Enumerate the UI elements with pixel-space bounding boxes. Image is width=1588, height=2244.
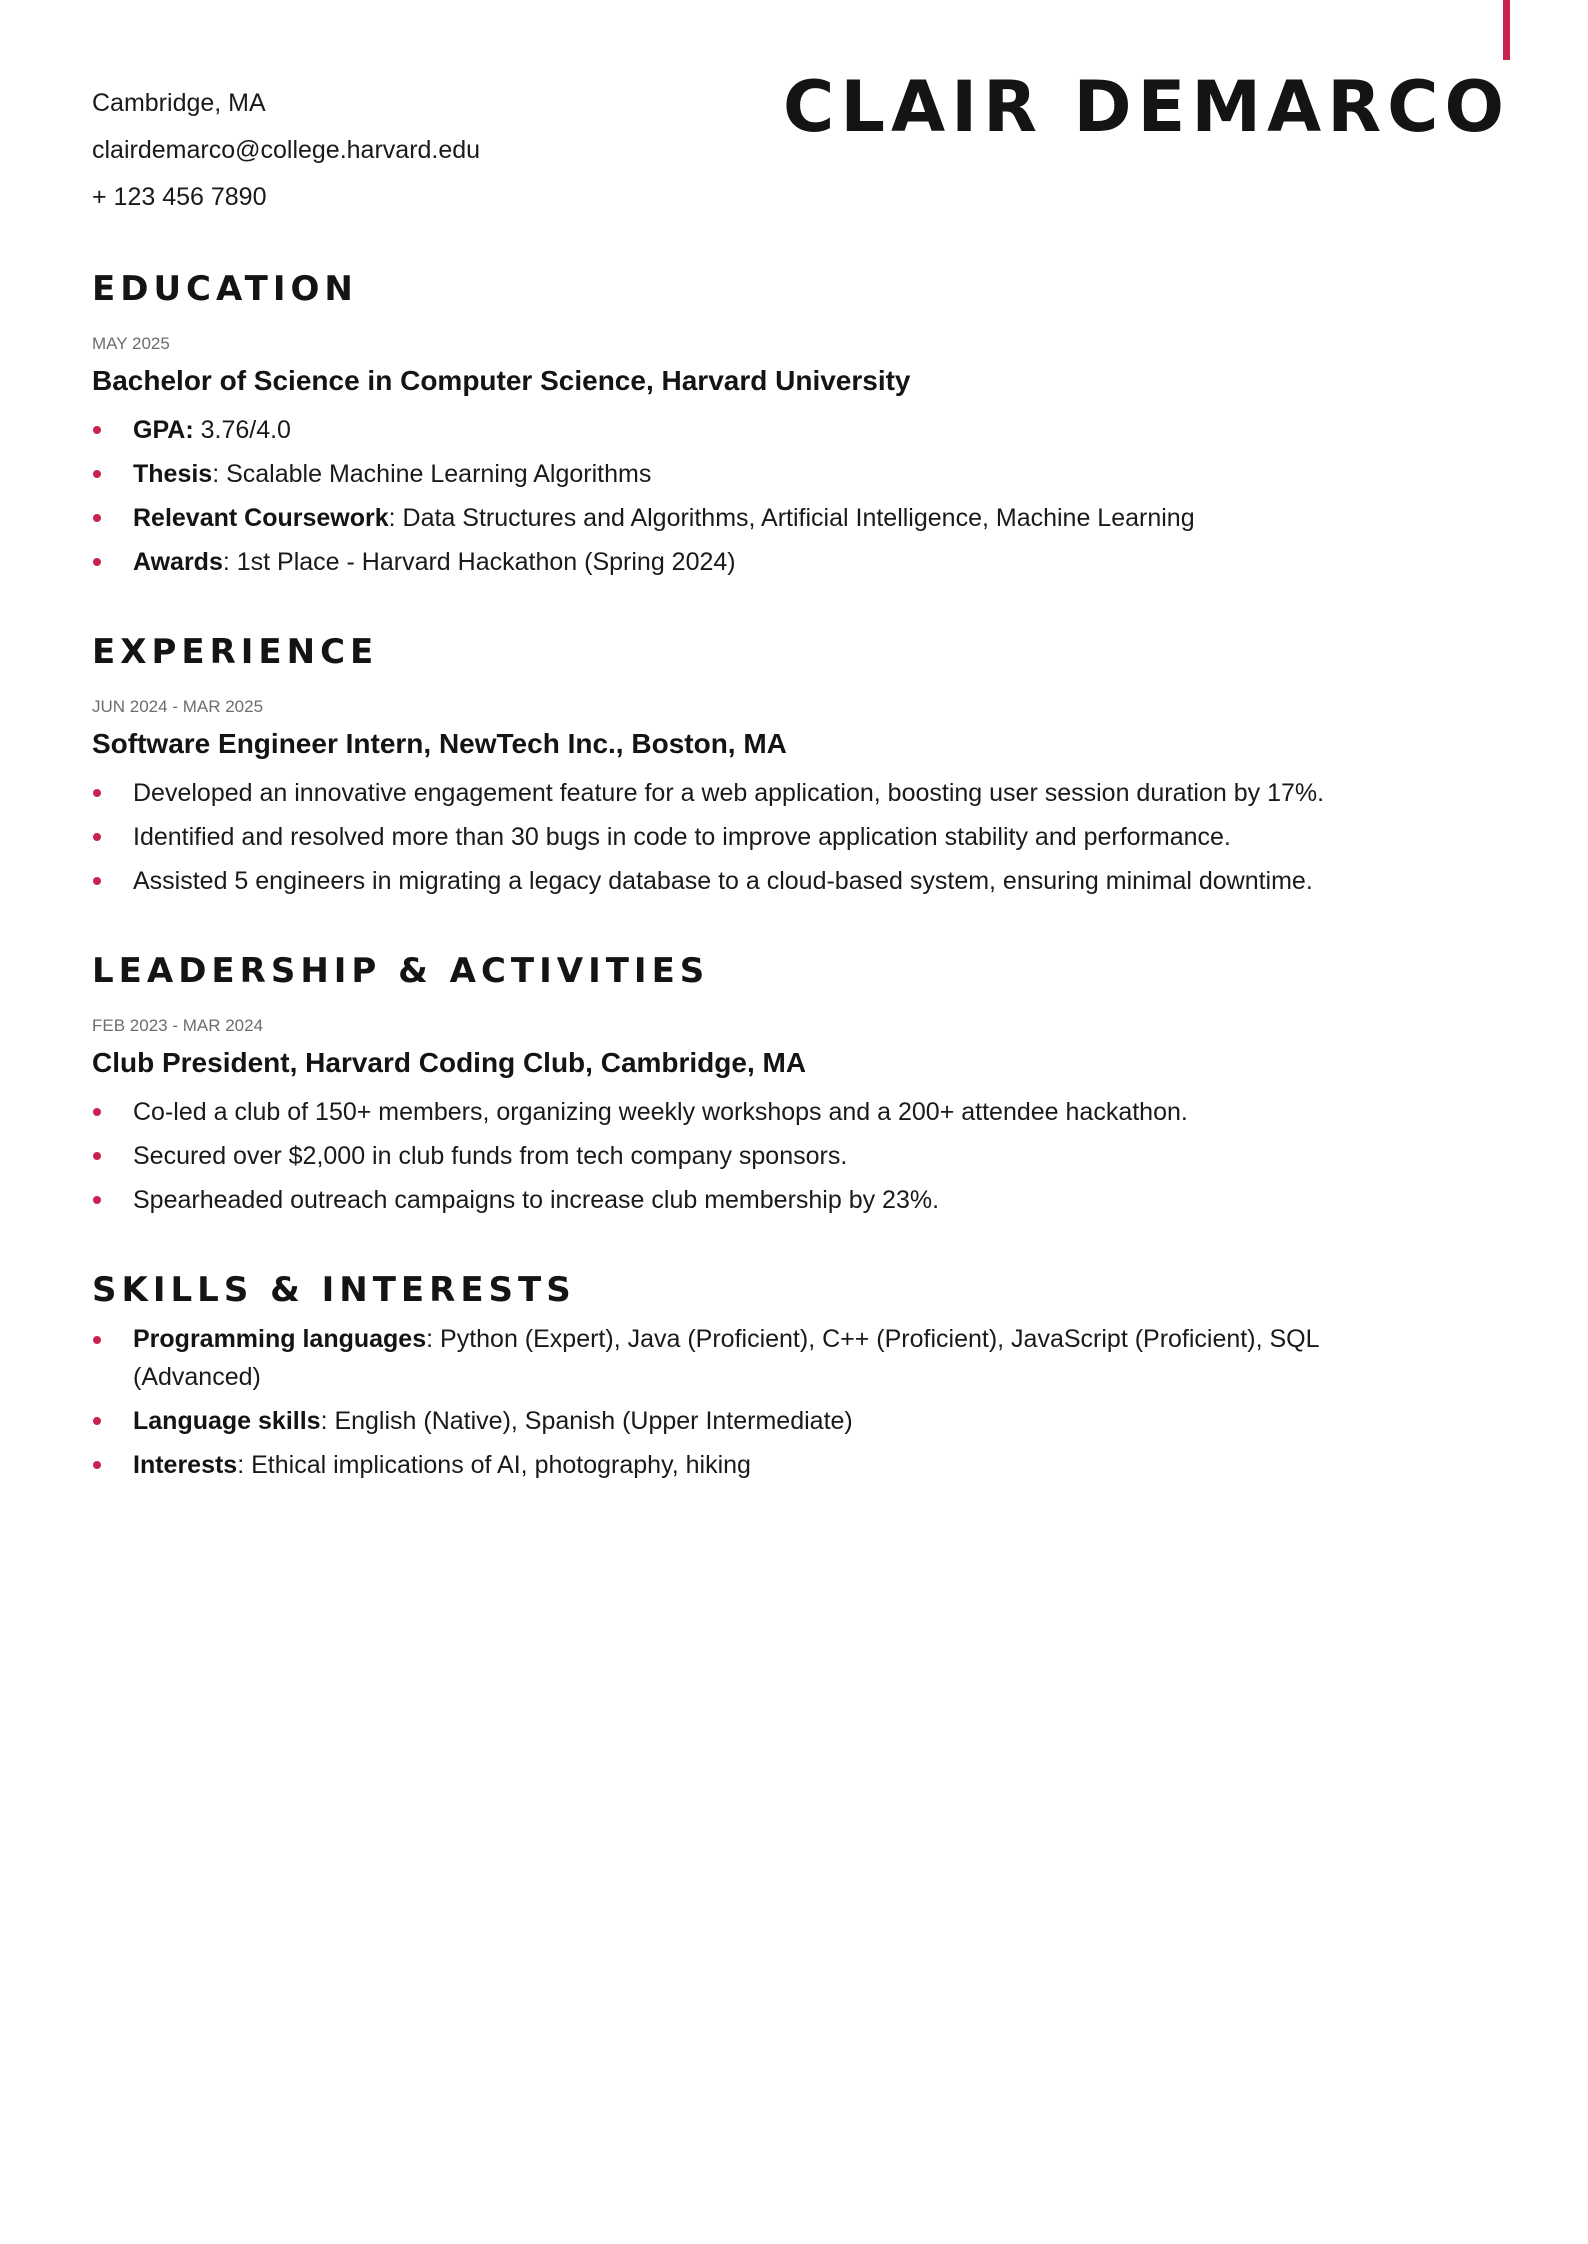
item-text: : English (Native), Spanish (Upper Intermediate) [320, 1407, 853, 1435]
item-text: : Python (Expert), Java (Proficient), C++ (Proficient), JavaScript (Proficient), SQL (Advanced) [133, 1325, 1319, 1391]
item-label: Relevant Coursework [133, 504, 389, 532]
item-text: : Scalable Machine Learning Algorithms [212, 460, 652, 488]
education-degree: Bachelor of Science in Computer Science, Harvard University [92, 365, 911, 396]
list-item [92, 1134, 1512, 1178]
item-label: Interests [133, 1451, 238, 1479]
experience-role: Software Engineer Intern, NewTech Inc., Boston, MA [92, 728, 787, 759]
item-label: GPA: [133, 416, 194, 444]
item-label: Awards [133, 548, 223, 576]
bullet-dot [93, 1336, 101, 1344]
item-text: Secured over $2,000 in club funds from tech company sponsors. [133, 1142, 848, 1170]
education-item-awards [92, 540, 1512, 584]
bullet-dot [93, 1417, 101, 1425]
section-title-skills: SKILLS & INTERESTS [92, 1270, 576, 1310]
item-text: Spearheaded outreach campaigns to increase club membership by 23%. [133, 1186, 940, 1214]
section-title-leadership: LEADERSHIP & ACTIVITIES [92, 951, 710, 991]
bullet-dot [93, 833, 101, 841]
leadership-role: Club President, Harvard Coding Club, Cambridge, MA [92, 1047, 807, 1078]
list-item [92, 859, 1512, 903]
experience-details [92, 771, 1512, 903]
section-title-experience: EXPERIENCE [92, 632, 379, 672]
list-item [92, 1178, 1512, 1222]
contact-phone: + 123 456 7890 [92, 183, 267, 211]
bullet-dot [93, 1152, 101, 1160]
bullet-dot [93, 877, 101, 885]
section-title-education: EDUCATION [92, 269, 358, 309]
item-label: Language skills [133, 1407, 321, 1435]
bullet-dot [93, 789, 101, 797]
skills-details [92, 1317, 1512, 1487]
item-text: 3.76/4.0 [193, 416, 291, 444]
contact-email: clairdemarco@college.harvard.edu [92, 136, 481, 164]
item-label: Programming languages [133, 1325, 427, 1353]
item-text: Identified and resolved more than 30 bugs in code to improve application stability and performance. [133, 823, 1231, 851]
leadership-date: FEB 2023 - MAR 2024 [92, 1016, 264, 1035]
list-item [92, 771, 1512, 815]
experience-date: JUN 2024 - MAR 2025 [92, 697, 264, 716]
skills-item-languages [92, 1399, 1512, 1443]
item-text: : Data Structures and Algorithms, Artificial Intelligence, Machine Learning [388, 504, 1195, 532]
bullet-dot [93, 558, 101, 566]
skills-item-interests [92, 1443, 1512, 1487]
bullet-dot [93, 1108, 101, 1116]
bullet-dot [93, 1196, 101, 1204]
bullet-dot [93, 470, 101, 478]
skills-section [92, 1270, 1512, 1487]
accent-bar [1503, 0, 1510, 60]
leadership-section [92, 951, 1512, 1222]
contact-location: Cambridge, MA [92, 89, 266, 117]
item-text: : Ethical implications of AI, photography, hiking [237, 1451, 751, 1479]
item-text: : 1st Place - Harvard Hackathon (Spring 2024) [222, 548, 736, 576]
bullet-dot [93, 514, 101, 522]
education-details [92, 408, 1512, 584]
education-item-coursework [92, 496, 1512, 540]
education-item-thesis [92, 452, 1512, 496]
item-text: Co-led a club of 150+ members, organizing weekly workshops and a 200+ attendee hackathon. [133, 1098, 1188, 1126]
bullet-dot [93, 1461, 101, 1469]
candidate-name: CLAIR DEMARCO [782, 66, 1510, 148]
bullet-dot [93, 426, 101, 434]
list-item [92, 815, 1512, 859]
item-text: Developed an innovative engagement feature for a web application, boosting user session duration by 17%. [133, 779, 1325, 807]
education-date: MAY 2025 [92, 334, 170, 353]
education-section [92, 269, 1512, 584]
list-item [92, 1090, 1512, 1134]
experience-section [92, 632, 1512, 903]
item-label: Thesis [133, 460, 213, 488]
contact-block [92, 80, 480, 221]
item-text: Assisted 5 engineers in migrating a legacy database to a cloud-based system, ensuring minimal downtime. [133, 867, 1313, 895]
education-item-gpa [92, 408, 1512, 452]
leadership-details [92, 1090, 1512, 1222]
skills-item-programming [92, 1317, 1512, 1399]
